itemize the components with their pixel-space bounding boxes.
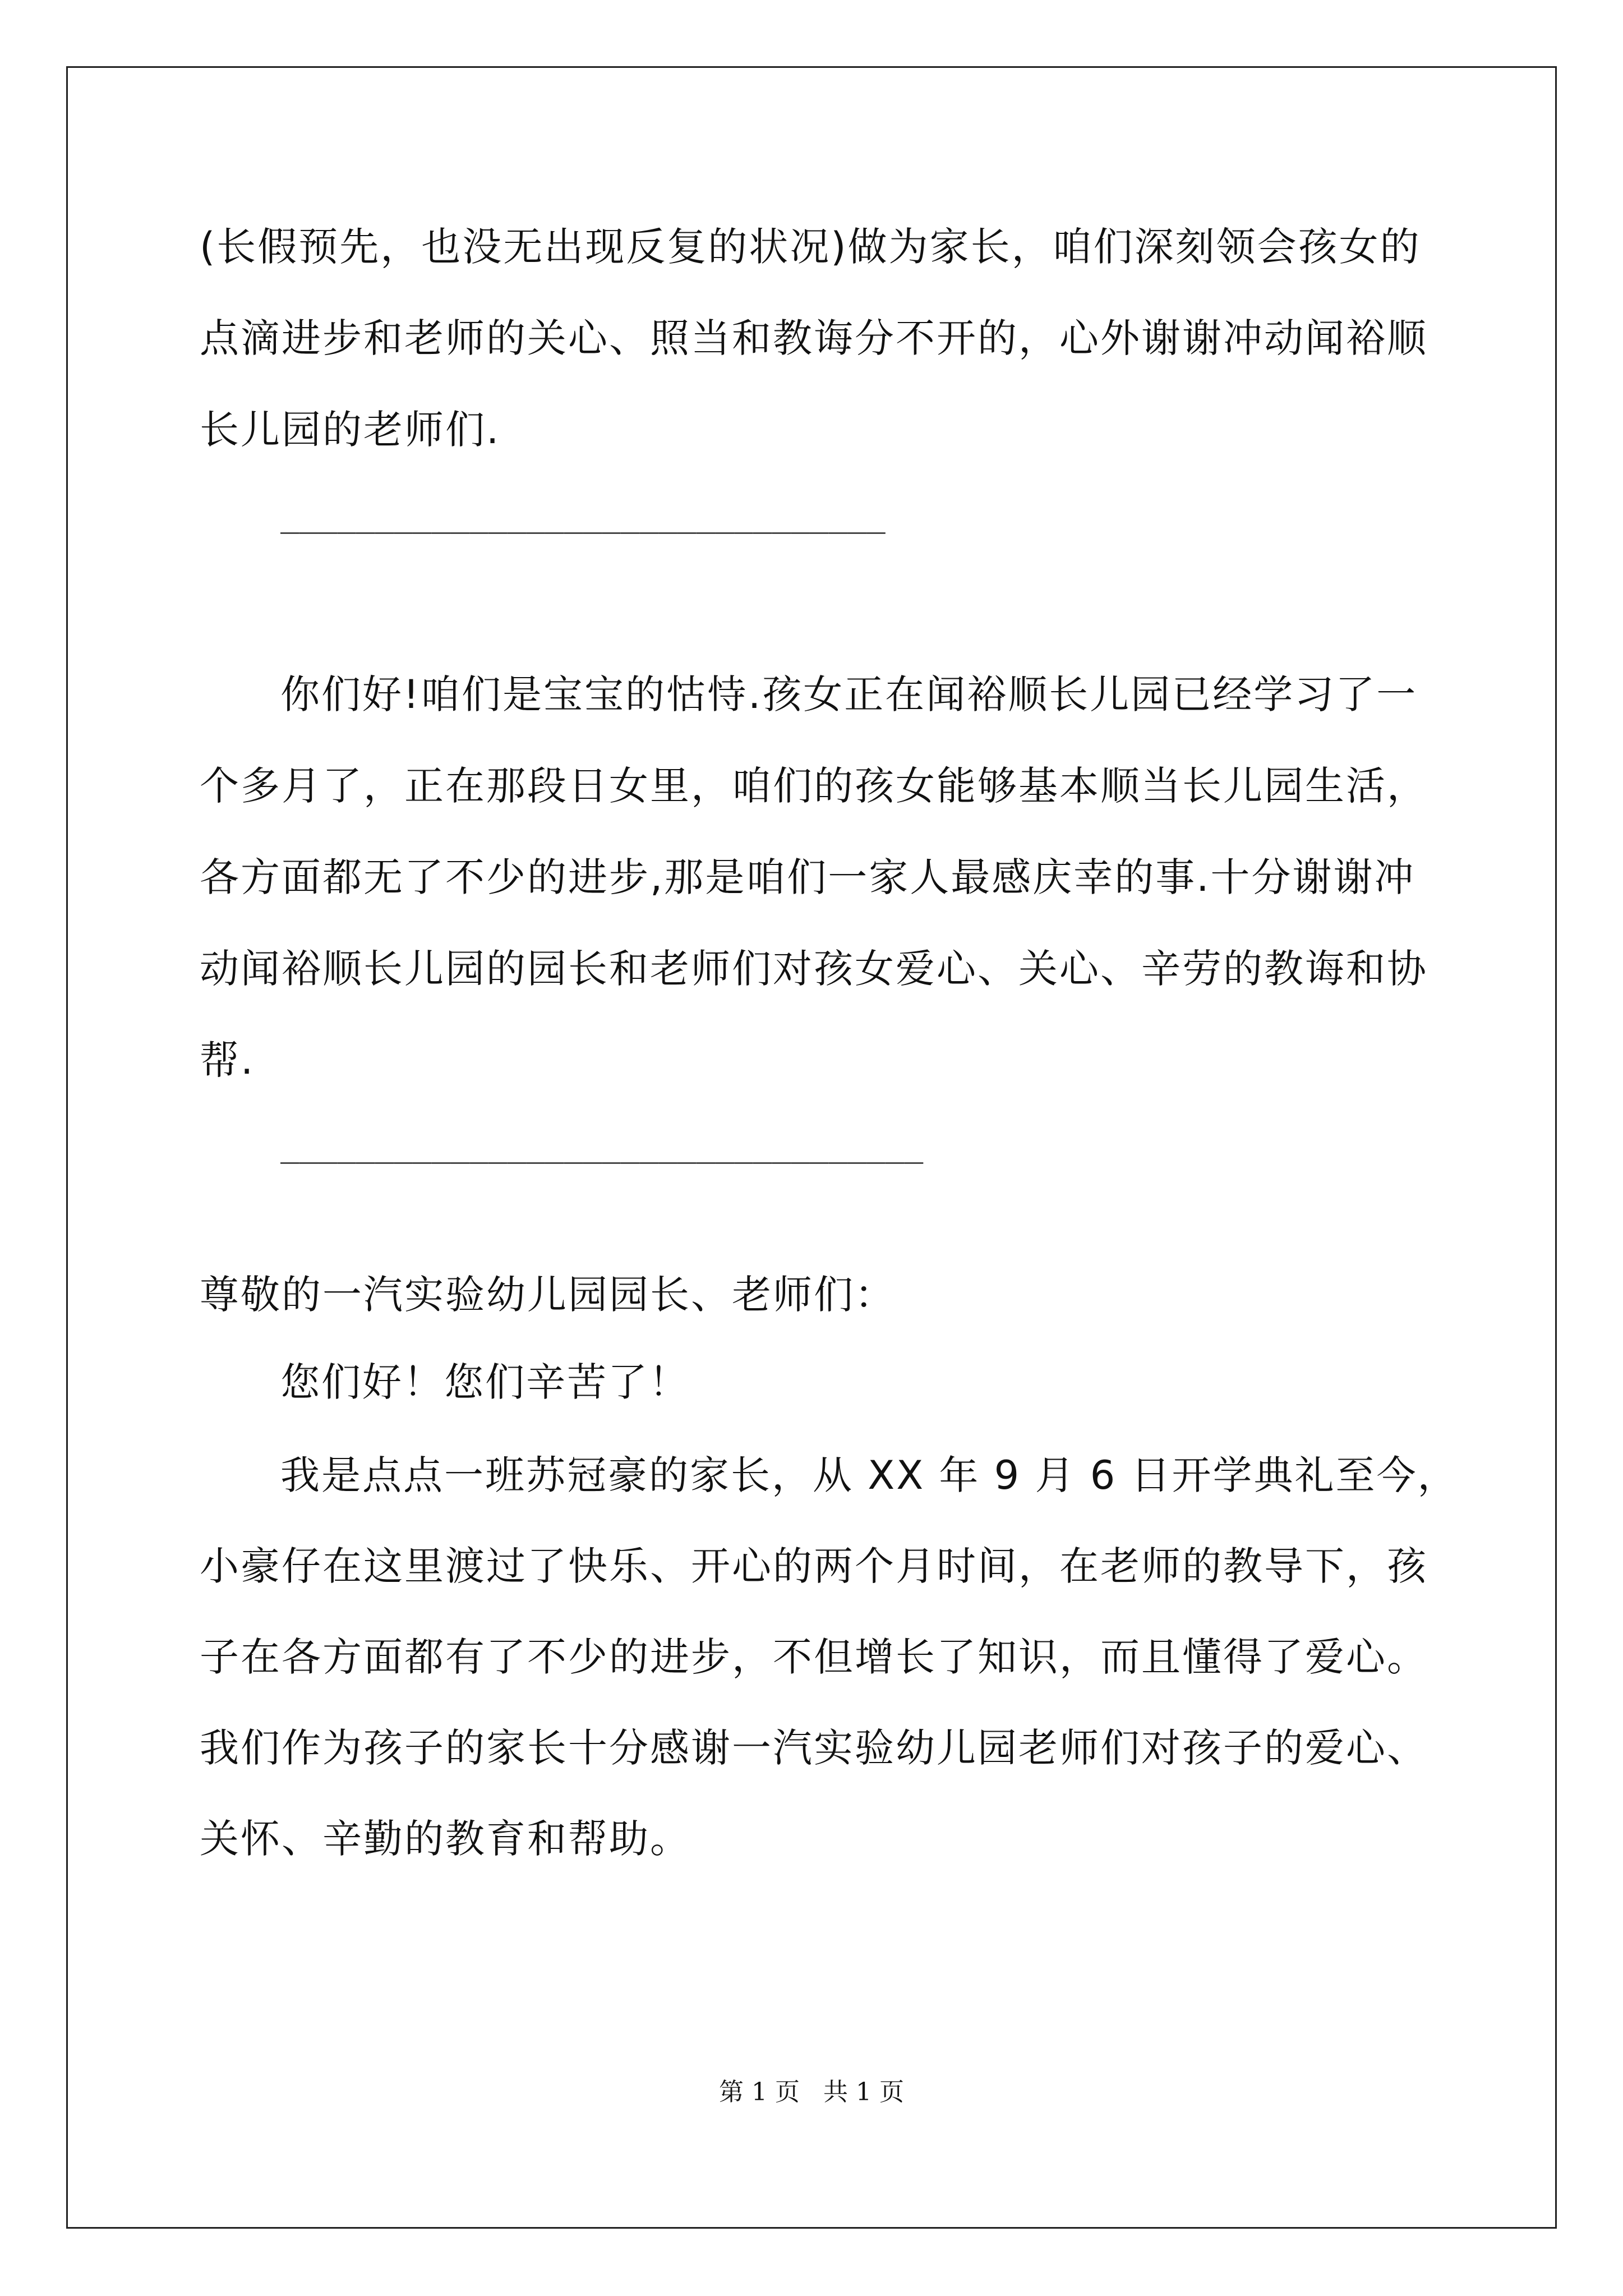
paragraph-line: 各方面都无了不少的进步,那是咱们一家人最感庆幸的事.十分谢谢冲 (200, 854, 1415, 900)
paragraph-line: 你们好!咱们是宝宝的怙恃.孩女正在闻裕顺长儿园已经学习了一 (280, 671, 1418, 717)
paragraph-line: (长假预先，也没无出现反复的状况)做为家长，咱们深刻领会孩女的 (200, 224, 1421, 270)
paragraph-line: 关怀、辛勤的教育和帮助。 (200, 1816, 691, 1862)
letter-salutation: 尊敬的一汽实验幼儿园园长、老师们： (200, 1272, 896, 1318)
paragraph-line: 小豪仔在这里渡过了快乐、开心的两个月时间，在老师的教导下，孩 (200, 1543, 1428, 1589)
paragraph-line: 帮. (200, 1037, 255, 1083)
paragraph-line: 长儿园的老师们. (200, 407, 501, 453)
page-number-footer: 第 1 页 共 1 页 (719, 2078, 904, 2106)
separator-line: ________________________________ (280, 498, 886, 534)
paragraph-line: 我们作为孩子的家长十分感谢一汽实验幼儿园老师们对孩子的爱心、 (200, 1725, 1428, 1771)
paragraph-line: 动闻裕顺长儿园的园长和老师们对孩女爱心、关心、辛劳的教诲和协 (200, 946, 1428, 992)
paragraph-line: 子在各方面都有了不少的进步，不但增长了知识，而且懂得了爱心。 (200, 1634, 1428, 1680)
paragraph-line: 个多月了，正在那段日女里，咱们的孩女能够基本顺当长儿园生活， (200, 763, 1428, 809)
separator-line: __________________________________ (280, 1128, 924, 1164)
paragraph-line: 点滴进步和老师的关心、照当和教诲分不开的，心外谢谢冲动闻裕顺 (200, 315, 1428, 361)
letter-greeting: 您们好！您们辛苦了！ (280, 1359, 690, 1405)
paragraph-line: 我是点点一班苏冠豪的家长，从 XX 年 9 月 6 日开学典礼至今， (280, 1452, 1459, 1498)
